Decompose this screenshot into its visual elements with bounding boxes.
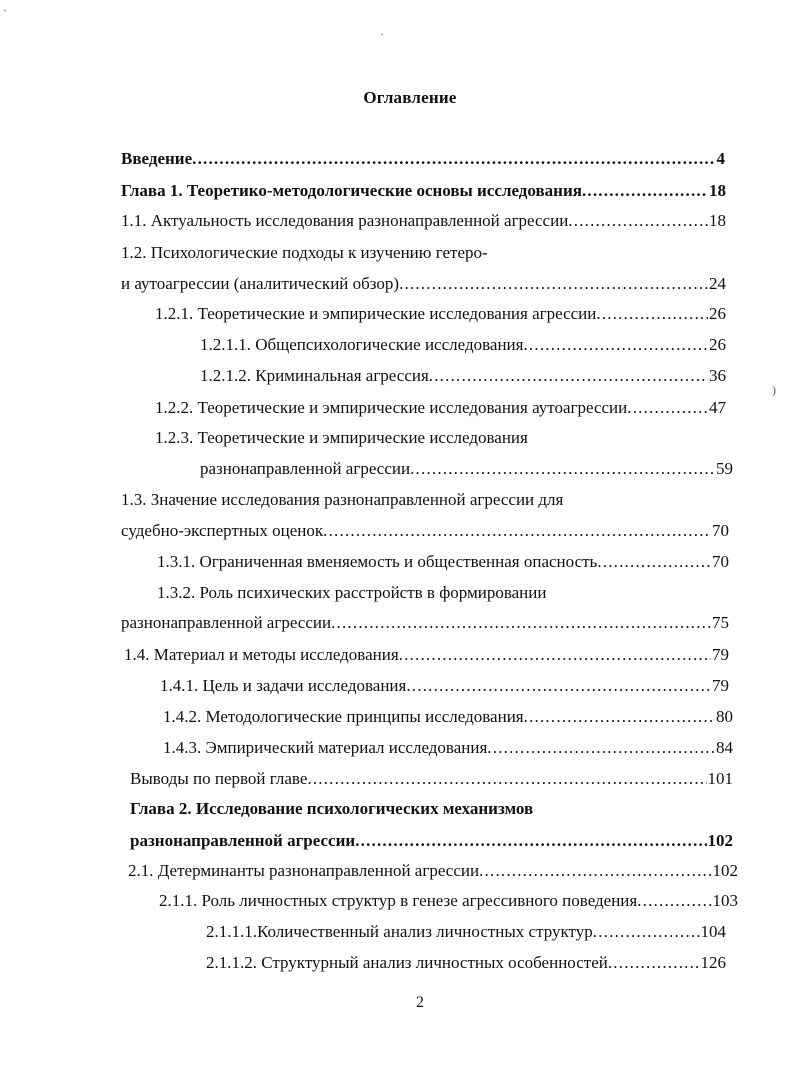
toc-entry-text: 1.2.1.2. Криминальная агрессия: [200, 366, 429, 385]
dot-leader: [627, 395, 708, 421]
toc-entry-page: 84: [716, 738, 733, 757]
toc-entry-page: 26: [709, 335, 726, 354]
toc-entry-page: 70: [712, 552, 729, 571]
toc-entry-text: 1.1. Актуальность исследования разнонаправленной агрессии: [121, 211, 569, 230]
toc-entry-1-3-2-line-1: [157, 580, 729, 606]
toc-entry-page: 79: [712, 676, 729, 695]
toc-entry-1-3-2-line-2: [121, 610, 729, 636]
toc-entry-text: 1.2.1.1. Общепсихологические исследования: [200, 335, 524, 354]
toc-entry-text: 2.1.1.1.Количественный анализ личностных структур: [206, 922, 593, 941]
toc-entry-text: Введение: [121, 149, 193, 168]
toc-entry-1-4-2: [163, 704, 733, 730]
toc-entry-text: 1.2.2. Теоретические и эмпирические исследования аутоагрессии: [155, 398, 628, 417]
toc-entry-1-3-line-1: [121, 487, 726, 513]
dot-leader: [637, 888, 711, 914]
toc-entry-text: 1.3. Значение исследования разнонаправленной агрессии для: [121, 490, 564, 509]
toc-entry-text: разнонаправленной агрессии: [200, 459, 411, 478]
toc-entry-text: 1.3.2. Роль психических расстройств в формировании: [157, 583, 547, 602]
toc-entry-page: 102: [712, 861, 738, 880]
dot-leader: [568, 208, 708, 234]
dot-leader: [406, 673, 711, 699]
toc-entry-text: Выводы по первой главе: [130, 769, 308, 788]
toc-entry-1-2-1: [155, 301, 726, 327]
toc-entry-1-4: [124, 642, 729, 668]
toc-entry-1-3-1: [157, 549, 729, 575]
toc-entry-page: 18: [709, 181, 726, 200]
dot-leader: [331, 610, 711, 636]
scan-speck: ): [772, 383, 776, 397]
toc-entry-text: Глава 2. Исследование психологических механизмов: [130, 799, 534, 818]
toc-entry-page: 103: [712, 891, 738, 910]
toc-entry-text: 1.2.3. Теоретические и эмпирические исследования: [155, 428, 528, 447]
dot-leader: [479, 858, 711, 884]
dot-leader: [410, 456, 715, 482]
toc-entry-page: 36: [709, 366, 726, 385]
toc-entry-chapter-2-line-1: [130, 796, 733, 822]
toc-entry-conclusions-chapter-1: [130, 766, 733, 792]
toc-entry-text: Глава 1. Теоретико-методологические основы исследования: [121, 181, 582, 200]
toc-entry-1-2-line-1: [121, 240, 726, 266]
toc-entry-page: 126: [700, 953, 726, 972]
dot-leader: [597, 549, 711, 575]
dot-leader: [523, 332, 708, 358]
toc-entry-text: 1.2.1. Теоретические и эмпирические исследования агрессии: [155, 304, 597, 323]
toc-entry-text: 1.4.3. Эмпирический материал исследования: [163, 738, 488, 757]
dot-leader: [596, 301, 708, 327]
dot-leader: [399, 642, 711, 668]
toc-entry-page: 104: [700, 922, 726, 941]
toc-entry-1-2-1-1: [200, 332, 726, 358]
toc-entry-text: 2.1. Детерминанты разнонаправленной агрессии: [128, 861, 480, 880]
toc-entry-page: 24: [709, 274, 726, 293]
dot-leader: [487, 735, 715, 761]
toc-entry-text: 1.4.2. Методологические принципы исследования: [163, 707, 524, 726]
toc-entry-page: 70: [712, 521, 729, 540]
toc-entry-text: 2.1.1. Роль личностных структур в генезе агрессивного поведения: [159, 891, 638, 910]
toc-entry-text: и аутоагрессии (аналитический обзор): [121, 274, 400, 293]
dot-leader: [355, 828, 706, 854]
dot-leader: [399, 271, 708, 297]
page-number: 2: [416, 994, 424, 1011]
toc-entry-page: 26: [709, 304, 726, 323]
toc-entry-1-1: [121, 208, 726, 234]
toc-entry-2-1-1-2: [206, 950, 726, 976]
toc-entry-1-2-3-line-2: [200, 456, 733, 482]
toc-entry-1-3-line-2: [121, 518, 729, 544]
toc-entry-text: 1.2. Психологические подходы к изучению гетеро-: [121, 243, 488, 262]
dot-leader: [608, 950, 700, 976]
toc-entry-text: разнонаправленной агрессии: [130, 831, 356, 850]
toc-entry-page: 79: [712, 645, 729, 664]
toc-entry-chapter-1: [121, 178, 726, 204]
toc-entry-introduction: [121, 146, 725, 172]
dot-leader: [593, 919, 700, 945]
toc-entry-text: разнонаправленной агрессии: [121, 613, 332, 632]
scan-speck: `: [380, 31, 384, 45]
scan-speck: `: [3, 7, 7, 21]
toc-entry-chapter-2-line-2: [130, 828, 733, 854]
dot-leader: [307, 766, 706, 792]
dot-leader: [192, 146, 715, 172]
toc-entry-text: 1.4. Материал и методы исследования: [124, 645, 399, 664]
toc-entry-1-2-1-2: [200, 363, 726, 389]
toc-entry-text: 1.3.1. Ограниченная вменяемость и общественная опасность: [157, 552, 598, 571]
toc-entry-2-1: [128, 858, 738, 884]
toc-entry-page: 75: [712, 613, 729, 632]
toc-entry-text: судебно-экспертных оценок: [121, 521, 324, 540]
toc-entry-1-2-2: [155, 395, 726, 421]
dot-leader: [582, 178, 708, 204]
toc-entry-page: 59: [716, 459, 733, 478]
toc-entry-2-1-1-1: [206, 919, 726, 945]
toc-entry-page: 4: [716, 149, 725, 168]
toc-entry-2-1-1: [159, 888, 738, 914]
dot-leader: [524, 704, 715, 730]
toc-entry-page: 101: [707, 769, 733, 788]
toc-entry-page: 102: [707, 831, 733, 850]
toc-entry-1-4-3: [163, 735, 733, 761]
toc-entry-1-2-line-2: [121, 271, 726, 297]
dot-leader: [429, 363, 708, 389]
toc-entry-text: 2.1.1.2. Структурный анализ личностных особенностей: [206, 953, 608, 972]
toc-entry-page: 47: [709, 398, 726, 417]
dot-leader: [323, 518, 711, 544]
toc-entry-page: 18: [709, 211, 726, 230]
page-title: Оглавление: [363, 88, 457, 107]
toc-entry-1-4-1: [160, 673, 729, 699]
toc-entry-page: 80: [716, 707, 733, 726]
toc-entry-1-2-3-line-1: [155, 425, 726, 451]
toc-entry-text: 1.4.1. Цель и задачи исследования: [160, 676, 407, 695]
